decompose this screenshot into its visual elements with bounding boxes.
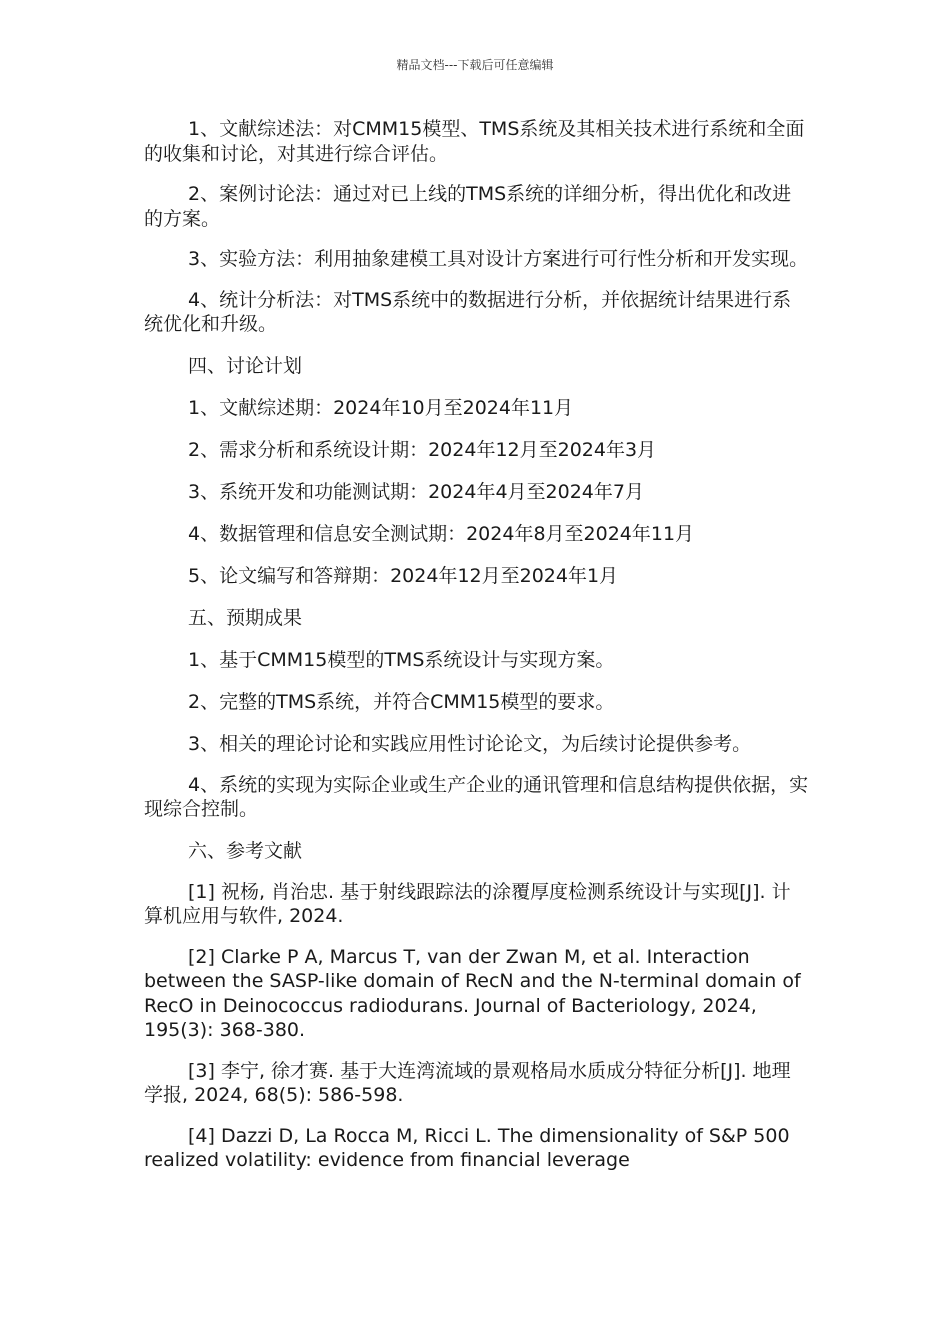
section-heading-references: 六、参考文献 (188, 839, 303, 862)
reference-2: [2] Clarke P A, Marcus T, van der Zwan M, et al. Interaction between the SASP-like domain of RecN and the N-terminal domain of RecO in Deinococcus radiodurans. Journal of Bacteriology, 2024, 195(3): 368-380. (144, 945, 801, 1041)
plan-item-5: 5、论文编写和答辩期：2024年12月至2024年1月 (188, 564, 619, 587)
outcome-item-3: 3、相关的理论讨论和实践应用性讨论论文，为后续讨论提供参考。 (188, 732, 752, 755)
section-heading-plan: 四、讨论计划 (188, 354, 303, 377)
page-header: 精品文档---下载后可任意编辑 (396, 58, 554, 72)
outcome-item-1: 1、基于CMM15模型的TMS系统设计与实现方案。 (188, 648, 615, 671)
method-statistics: 4、统计分析法：对TMS系统中的数据进行分析，并依据统计结果进行系统优化和升级。 (144, 288, 792, 335)
plan-item-1: 1、文献综述期：2024年10月至2024年11月 (188, 396, 574, 419)
method-experiment: 3、实验方法：利用抽象建模工具对设计方案进行可行性分析和开发实现。 (188, 248, 809, 270)
outcome-item-4: 4、系统的实现为实际企业或生产企业的通讯管理和信息结构提供依据，实现综合控制。 (144, 773, 809, 820)
document-body (144, 117, 809, 1189)
reference-3: [3] 李宁, 徐才赛. 基于大连湾流域的景观格局水质成分特征分析[J]. 地理学报, 2024, 68(5): 586-598. (144, 1059, 791, 1106)
method-literature-review: 1、文献综述法：对CMM15模型、TMS系统及其相关技术进行系统和全面的收集和讨论，对其进行综合评估。 (144, 118, 805, 165)
outcome-item-2: 2、完整的TMS系统，并符合CMM15模型的要求。 (188, 690, 615, 713)
section-heading-outcomes: 五、预期成果 (188, 606, 303, 629)
method-case-study: 2、案例讨论法：通过对已上线的TMS系统的详细分析，得出优化和改进的方案。 (144, 183, 792, 230)
plan-item-3: 3、系统开发和功能测试期：2024年4月至2024年7月 (188, 480, 644, 503)
reference-1: [1] 祝杨, 肖治忠. 基于射线跟踪法的涂覆厚度检测系统设计与实现[J]. 计算机应用与软件, 2024. (144, 880, 791, 927)
reference-4: [4] Dazzi D, La Rocca M, Ricci L. The dimensionality of S&P 500 realized volatility: evidence from financial leverage (144, 1124, 790, 1171)
plan-item-4: 4、数据管理和信息安全测试期：2024年8月至2024年11月 (188, 522, 695, 545)
plan-item-2: 2、需求分析和系统设计期：2024年12月至2024年3月 (188, 438, 657, 461)
